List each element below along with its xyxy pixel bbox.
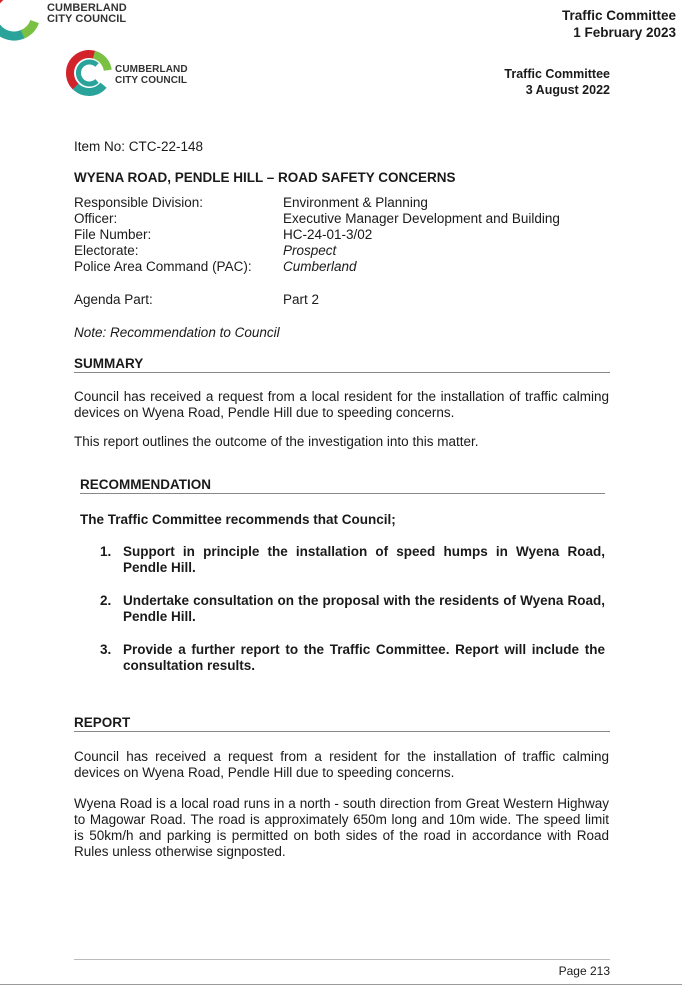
report-title: WYENA ROAD, PENDLE HILL – ROAD SAFETY CONCERNS [74,170,456,185]
meta-label-file-number: File Number: [74,227,152,242]
recommendation-rule [80,493,605,494]
meta-value-electorate: Prospect [283,243,337,258]
inner-meeting-date: 3 August 2022 [525,83,610,97]
recommendation-item-number: 1. [100,544,112,559]
meta-value-division: Environment & Planning [283,195,428,210]
report-paragraph-1: Council has received a request from a resident for the installation of traffic calming devices on Wyena Road, Pendle Hill due to speeding concerns. [74,749,609,780]
outer-logo-line1: CUMBERLAND [47,2,127,14]
recommendation-item [100,642,605,676]
recommendation-item-text: Support in principle the installation of speed humps in Wyena Road, Pendle Hill. [123,544,605,575]
inner-logo-line1: CUMBERLAND [115,64,188,75]
recommendation-item-number: 2. [100,593,112,608]
summary-paragraph-1: Council has received a request from a local resident for the installation of traffic calming devices on Wyena Road, Pendle Hill due to speeding concerns. [74,389,609,420]
outer-committee-name: Traffic Committee [561,8,676,23]
recommendation-note: Note: Recommendation to Council [74,325,280,340]
summary-heading: SUMMARY [74,356,144,371]
meta-value-officer: Executive Manager Development and Building [283,211,560,226]
report-paragraph-2: Wyena Road is a local road runs in a north - south direction from Great Western Highway to Magowar Road. The road is approximately 650m long and 10m wide. The speed limit is 50km/h and parking is permitted on both sides of the road in accordance with Road Rules unless otherwise signposted. [74,796,609,859]
meta-label-division: Responsible Division: [74,195,204,210]
page-number: Page 213 [558,964,610,978]
recommendation-item-text: Provide a further report to the Traffic Committee. Report will include the consultation results. [123,642,605,673]
recommendation-item-text: Undertake consultation on the proposal with the residents of Wyena Road, Pendle Hill. [123,593,605,624]
recommendation-item-number: 3. [100,642,112,657]
outer-footer-rule [0,984,682,985]
recommendation-item [100,544,605,578]
meta-label-pac: Police Area Command (PAC): [74,259,252,274]
agenda-part-value: Part 2 [283,292,320,307]
council-logo-icon [0,0,42,42]
recommendation-item [100,593,605,627]
recommendation-heading: RECOMMENDATION [80,477,211,492]
meta-label-officer: Officer: [74,211,118,226]
item-number: Item No: CTC-22-148 [74,139,204,154]
meta-label-electorate: Electorate: [74,243,139,258]
council-logo-icon [64,48,114,98]
outer-logo-line2: CITY COUNCIL [47,13,127,25]
agenda-part-label: Agenda Part: [74,292,153,307]
meta-value-pac: Cumberland [283,259,357,274]
inner-logo-line2: CITY COUNCIL [115,75,188,86]
outer-meeting-date: 1 February 2023 [573,25,676,40]
summary-rule [74,372,610,373]
meta-value-file-number: HC-24-01-3/02 [283,227,373,242]
summary-paragraph-2: This report outlines the outcome of the investigation into this matter. [74,434,479,449]
footer-rule [74,959,610,960]
report-rule [74,731,610,732]
recommendation-intro: The Traffic Committee recommends that Council; [80,512,396,527]
report-heading: REPORT [74,715,131,730]
inner-committee-name: Traffic Committee [504,67,610,81]
